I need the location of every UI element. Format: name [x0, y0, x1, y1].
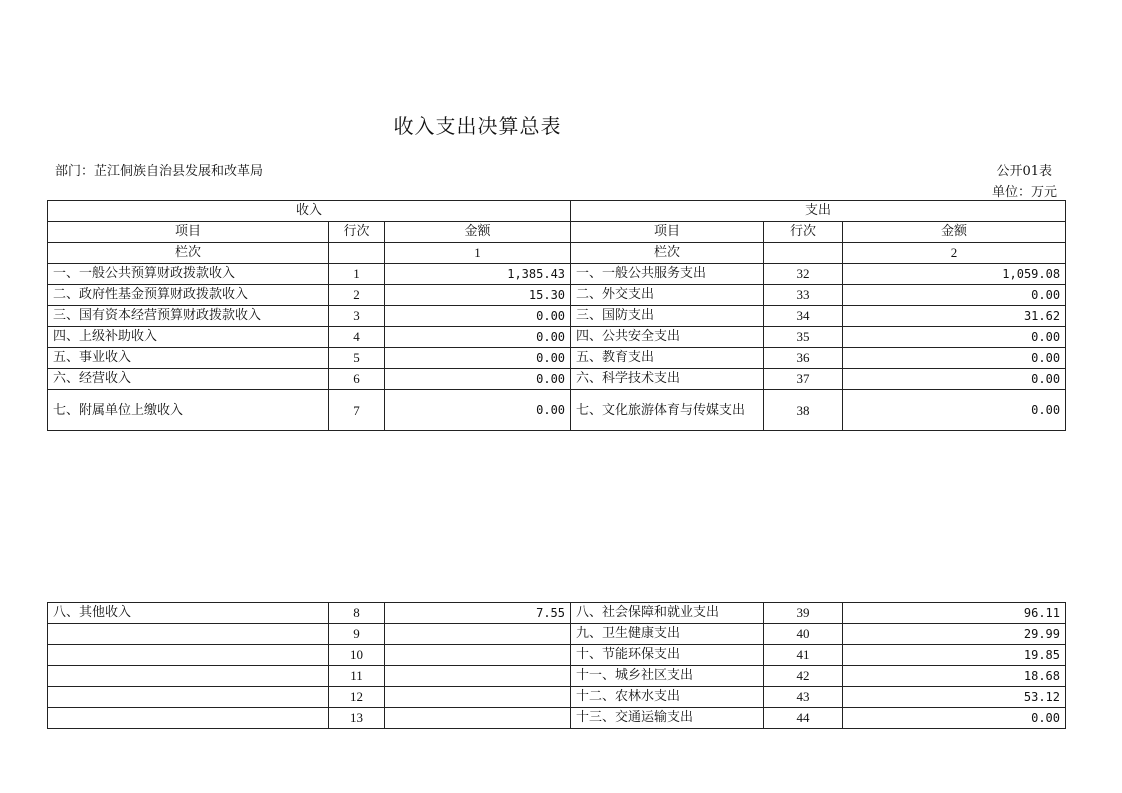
expense-rowno-cell: 35 — [764, 327, 843, 348]
income-item-cell — [48, 666, 329, 687]
table-row — [48, 687, 1066, 708]
expense-item-cell: 三、国防支出 — [571, 306, 764, 327]
expense-rowno-cell: 33 — [764, 285, 843, 306]
income-amount-cell — [385, 666, 571, 687]
unit-label: 单位：万元 — [991, 185, 1057, 200]
income-rowno-header: 行次 — [329, 222, 385, 243]
expense-item-cell: 十、节能环保支出 — [571, 645, 764, 666]
income-amount-cell: 1,385.43 — [385, 264, 571, 285]
expense-item-cell: 七、文化旅游体育与传媒支出 — [571, 390, 764, 431]
income-rowno-cell: 13 — [329, 708, 385, 729]
expense-amount-cell: 19.85 — [843, 645, 1066, 666]
table-row — [48, 306, 1066, 327]
expense-amount-cell: 18.68 — [843, 666, 1066, 687]
income-amount-cell: 7.55 — [385, 603, 571, 624]
income-item-cell: 一、一般公共预算财政拨款收入 — [48, 264, 329, 285]
income-amount-cell — [385, 708, 571, 729]
income-amount-header: 金额 — [385, 222, 571, 243]
column-index-row — [48, 243, 1066, 264]
expense-rowno-cell: 37 — [764, 369, 843, 390]
expense-rowno-cell: 34 — [764, 306, 843, 327]
form-number: 公开01表 — [996, 164, 1052, 179]
income-rowno-cell: 10 — [329, 645, 385, 666]
table-row — [48, 645, 1066, 666]
expense-amount-cell: 0.00 — [843, 708, 1066, 729]
expense-rowno-cell: 40 — [764, 624, 843, 645]
table-row — [48, 327, 1066, 348]
expense-rowno-cell: 44 — [764, 708, 843, 729]
income-rowno-cell: 12 — [329, 687, 385, 708]
table-row — [48, 624, 1066, 645]
income-amount-cell: 0.00 — [385, 327, 571, 348]
income-item-cell: 二、政府性基金预算财政拨款收入 — [48, 285, 329, 306]
income-amount-cell: 0.00 — [385, 369, 571, 390]
income-amount-cell — [385, 624, 571, 645]
income-rowno-cell: 3 — [329, 306, 385, 327]
table-row — [48, 666, 1066, 687]
expense-rowno-cell: 36 — [764, 348, 843, 369]
header-row-columns — [48, 222, 1066, 243]
income-header: 收入 — [48, 201, 571, 222]
income-amount-cell — [385, 645, 571, 666]
expense-item-cell: 十二、农林水支出 — [571, 687, 764, 708]
income-column-index-blank — [329, 243, 385, 264]
expense-rowno-cell: 32 — [764, 264, 843, 285]
expense-item-cell: 一、一般公共服务支出 — [571, 264, 764, 285]
income-item-cell — [48, 624, 329, 645]
expense-rowno-cell: 39 — [764, 603, 843, 624]
income-rowno-cell: 5 — [329, 348, 385, 369]
income-expense-table-part2 — [47, 602, 1066, 729]
expense-amount-cell: 0.00 — [843, 327, 1066, 348]
expense-amount-cell: 0.00 — [843, 390, 1066, 431]
income-column-index-value: 1 — [385, 243, 571, 264]
expense-rowno-cell: 38 — [764, 390, 843, 431]
income-amount-cell: 15.30 — [385, 285, 571, 306]
expense-item-cell: 二、外交支出 — [571, 285, 764, 306]
expense-item-cell: 五、教育支出 — [571, 348, 764, 369]
expense-amount-cell: 29.99 — [843, 624, 1066, 645]
expense-amount-cell: 53.12 — [843, 687, 1066, 708]
expense-header: 支出 — [571, 201, 1066, 222]
expense-column-index-value: 2 — [843, 243, 1066, 264]
income-rowno-cell: 4 — [329, 327, 385, 348]
income-rowno-cell: 1 — [329, 264, 385, 285]
income-amount-cell: 0.00 — [385, 390, 571, 431]
department-label: 部门：芷江侗族自治县发展和改革局 — [55, 164, 264, 179]
expense-item-cell: 六、科学技术支出 — [571, 369, 764, 390]
income-rowno-cell: 11 — [329, 666, 385, 687]
income-amount-cell: 0.00 — [385, 348, 571, 369]
header-row-sections — [48, 201, 1066, 222]
table-row — [48, 369, 1066, 390]
expense-item-header: 项目 — [571, 222, 764, 243]
expense-amount-cell: 0.00 — [843, 285, 1066, 306]
expense-rowno-cell: 43 — [764, 687, 843, 708]
income-item-cell: 六、经营收入 — [48, 369, 329, 390]
income-rowno-cell: 2 — [329, 285, 385, 306]
table-row — [48, 390, 1066, 431]
income-rowno-cell: 7 — [329, 390, 385, 431]
expense-item-cell: 八、社会保障和就业支出 — [571, 603, 764, 624]
expense-rowno-cell: 41 — [764, 645, 843, 666]
income-rowno-cell: 9 — [329, 624, 385, 645]
expense-amount-cell: 96.11 — [843, 603, 1066, 624]
expense-column-index-label: 栏次 — [571, 243, 764, 264]
income-item-cell: 三、国有资本经营预算财政拨款收入 — [48, 306, 329, 327]
expense-rowno-cell: 42 — [764, 666, 843, 687]
table-row — [48, 603, 1066, 624]
expense-amount-header: 金额 — [843, 222, 1066, 243]
expense-amount-cell: 1,059.08 — [843, 264, 1066, 285]
income-item-cell: 四、上级补助收入 — [48, 327, 329, 348]
income-item-cell — [48, 645, 329, 666]
expense-column-index-blank — [764, 243, 843, 264]
income-amount-cell: 0.00 — [385, 306, 571, 327]
table-row — [48, 348, 1066, 369]
table-row — [48, 264, 1066, 285]
page-title: 收入支出决算总表 — [393, 114, 562, 138]
income-expense-table-part1 — [47, 200, 1066, 431]
table-row — [48, 708, 1066, 729]
income-rowno-cell: 6 — [329, 369, 385, 390]
income-column-index-label: 栏次 — [48, 243, 329, 264]
income-item-cell: 七、附属单位上缴收入 — [48, 390, 329, 431]
income-item-header: 项目 — [48, 222, 329, 243]
income-item-cell: 八、其他收入 — [48, 603, 329, 624]
income-item-cell: 五、事业收入 — [48, 348, 329, 369]
expense-item-cell: 四、公共安全支出 — [571, 327, 764, 348]
table-row — [48, 285, 1066, 306]
income-rowno-cell: 8 — [329, 603, 385, 624]
expense-item-cell: 九、卫生健康支出 — [571, 624, 764, 645]
income-item-cell — [48, 687, 329, 708]
expense-amount-cell: 31.62 — [843, 306, 1066, 327]
expense-rowno-header: 行次 — [764, 222, 843, 243]
income-amount-cell — [385, 687, 571, 708]
expense-amount-cell: 0.00 — [843, 348, 1066, 369]
expense-item-cell: 十三、交通运输支出 — [571, 708, 764, 729]
expense-item-cell: 十一、城乡社区支出 — [571, 666, 764, 687]
income-item-cell — [48, 708, 329, 729]
expense-amount-cell: 0.00 — [843, 369, 1066, 390]
